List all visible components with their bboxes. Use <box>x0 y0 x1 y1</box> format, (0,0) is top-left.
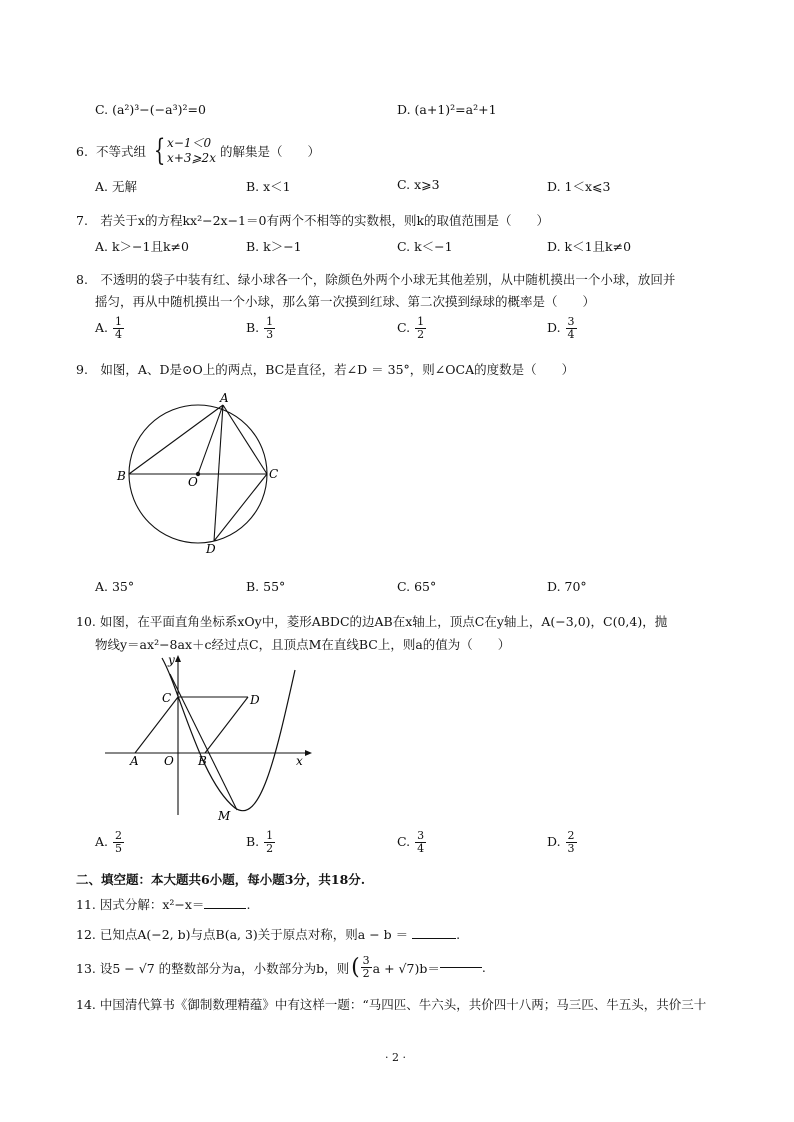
label-o: O <box>164 754 174 768</box>
q9-option-d: D. 70° <box>547 579 587 594</box>
q6-system-line1: x−1＜0 <box>167 136 212 150</box>
answer-blank[interactable] <box>412 938 456 939</box>
answer-blank[interactable] <box>204 908 246 909</box>
denominator: 2 <box>362 967 370 980</box>
fraction <box>415 316 426 341</box>
answer-blank[interactable] <box>440 967 482 968</box>
q6-number: 6. <box>76 143 88 159</box>
q7-option-b: B. k＞−1 <box>246 239 302 254</box>
fraction <box>361 955 372 980</box>
numerator: 3 <box>567 315 575 328</box>
label-o: O <box>188 475 198 489</box>
q5-option-c: C. (a²)³−(−a³)²=0 <box>95 102 206 117</box>
q9-option-b: B. 55° <box>246 579 286 594</box>
fraction <box>415 830 426 855</box>
denominator: 3 <box>266 328 274 341</box>
denominator: 3 <box>567 842 575 855</box>
option-label: A. <box>95 320 109 335</box>
q13-stem-pre: 13. 设5 − √7 的整数部分为a，小数部分为b，则 <box>76 960 350 976</box>
fraction <box>566 316 577 341</box>
numerator: 2 <box>567 829 575 842</box>
q10-parabola-figure <box>100 650 320 825</box>
q6-stem <box>76 133 320 168</box>
line-bc <box>170 674 237 810</box>
parabola-curve <box>162 658 295 811</box>
fraction <box>264 830 275 855</box>
option-label: A. <box>95 834 109 849</box>
q5-option-d: D. (a+1)²=a²+1 <box>397 102 497 117</box>
q10-option-c <box>397 830 427 855</box>
q7-option-c: C. k＜−1 <box>397 239 453 254</box>
chord-ac <box>223 405 267 474</box>
fraction <box>566 830 577 855</box>
numerator: 3 <box>417 829 425 842</box>
q6-option-d: D. 1＜x⩽3 <box>547 179 611 194</box>
label-m: M <box>218 809 231 823</box>
label-b: B <box>117 469 126 483</box>
q6-option-a: A. 无解 <box>95 179 137 194</box>
q8-option-d <box>547 316 578 341</box>
numerator: 1 <box>115 315 122 328</box>
q11: 11. 因式分解：x²−x＝ . <box>76 897 251 912</box>
q8-stem-line2: 摇匀，再从中随机摸出一个小球，那么第一次摸到红球、第二次摸到绿球的概率是（ ） <box>95 294 596 309</box>
denominator: 5 <box>115 842 122 855</box>
label-d: D <box>250 693 260 707</box>
denominator: 2 <box>417 328 425 341</box>
q9-option-a: A. 35° <box>95 579 135 594</box>
label-x: x <box>296 754 303 768</box>
label-y: y <box>168 653 175 667</box>
q7-option-a: A. k＞−1且k≠0 <box>95 239 189 254</box>
denominator: 2 <box>266 842 274 855</box>
chord-ba <box>129 405 223 474</box>
y-axis-arrow <box>175 655 181 662</box>
fraction <box>264 316 275 341</box>
option-label: C. <box>397 834 411 849</box>
numerator: 2 <box>115 829 122 842</box>
q14-stem: 14. 中国清代算书《御制数理精蕴》中有这样一题：“马四匹、牛六头，共价四十八两；马三匹、牛五头，共价三十 <box>76 997 707 1012</box>
q13-stem-post: a + √7)b＝ <box>372 960 440 976</box>
section-heading: 二、填空题：本大题共6小题，每小题3分，共18分. <box>76 872 366 887</box>
side-ac <box>135 697 178 753</box>
denominator: 4 <box>567 328 575 341</box>
q13: 13. 设5 − √7 的整数部分为a，小数部分为b，则 ( $\frac{3}{2}$ a + √7)b＝ . <box>76 954 486 980</box>
numerator: 1 <box>266 829 274 842</box>
brace-symbol: { <box>153 133 166 168</box>
option-label: C. <box>397 320 411 335</box>
paren-open: ( <box>351 954 360 980</box>
q6-stem-post: 的解集是（ ） <box>219 144 320 159</box>
q10-stem-line2: 物线y＝ax²−8ax＋c经过点C，且顶点M在直线BC上，则a的值为（ ） <box>95 637 511 652</box>
q10-option-b <box>246 830 276 855</box>
page-number: · 2 · <box>385 1051 406 1064</box>
q6-stem-pre: 不等式组 <box>95 144 146 159</box>
q9-stem: 9. 如图，A、D是⊙O上的两点，BC是直径，若∠D ＝ 35°，则∠OCA的度数是（ ） <box>76 362 575 377</box>
q7-stem: 7. 若关于x的方程kx²−2x−1＝0有两个不相等的实数根，则k的取值范围是（ ） <box>76 213 550 228</box>
option-label: B. <box>246 834 260 849</box>
q7-option-d: D. k＜1且k≠0 <box>547 239 632 254</box>
option-label: B. <box>246 320 260 335</box>
q10-option-a <box>95 830 125 855</box>
label-d: D <box>206 542 216 556</box>
option-label: D. <box>547 320 561 335</box>
x-axis-arrow <box>305 750 312 756</box>
q8-stem-line1: 8. 不透明的袋子中装有红、绿小球各一个，除颜色外两个小球无其他差别，从中随机摸出一个小球，放回并 <box>76 272 676 287</box>
q10-option-d <box>547 830 578 855</box>
side-db <box>205 697 248 753</box>
numerator: 3 <box>362 954 370 967</box>
denominator: 4 <box>417 842 425 855</box>
q11-stem: 11. 因式分解：x²−x＝ <box>76 897 205 912</box>
q8-option-b <box>246 316 276 341</box>
fraction <box>113 316 124 341</box>
q6-system <box>167 136 216 166</box>
label-b: B <box>198 754 207 768</box>
q12-stem: 12. 已知点A(−2, b)与点B(a, 3)关于原点对称，则a − b ＝ <box>76 927 409 942</box>
q6-system-line2: x+3⩾2x <box>167 151 216 165</box>
label-c: C <box>269 467 279 481</box>
q12: 12. 已知点A(−2, b)与点B(a, 3)关于原点对称，则a − b ＝ . <box>76 927 461 942</box>
q6-option-c: C. x⩾3 <box>397 177 440 192</box>
denominator: 4 <box>115 328 122 341</box>
q9-option-c: C. 65° <box>397 579 437 594</box>
chord-cd <box>214 474 267 541</box>
label-a: A <box>220 391 229 405</box>
q8-option-c <box>397 316 427 341</box>
q6-option-b: B. x＜1 <box>246 179 291 194</box>
fraction <box>113 830 124 855</box>
option-label: D. <box>547 834 561 849</box>
numerator: 1 <box>266 315 274 328</box>
numerator: 1 <box>417 315 425 328</box>
q8-option-a <box>95 316 125 341</box>
q10-stem-line1: 10. 如图，在平面直角坐标系xOy中，菱形ABDC的边AB在x轴上，顶点C在y轴上，A(−3,0)，C(0,4)，抛 <box>76 614 668 629</box>
label-c: C <box>162 691 172 705</box>
q9-circle-figure <box>110 385 290 560</box>
label-a: A <box>130 754 139 768</box>
